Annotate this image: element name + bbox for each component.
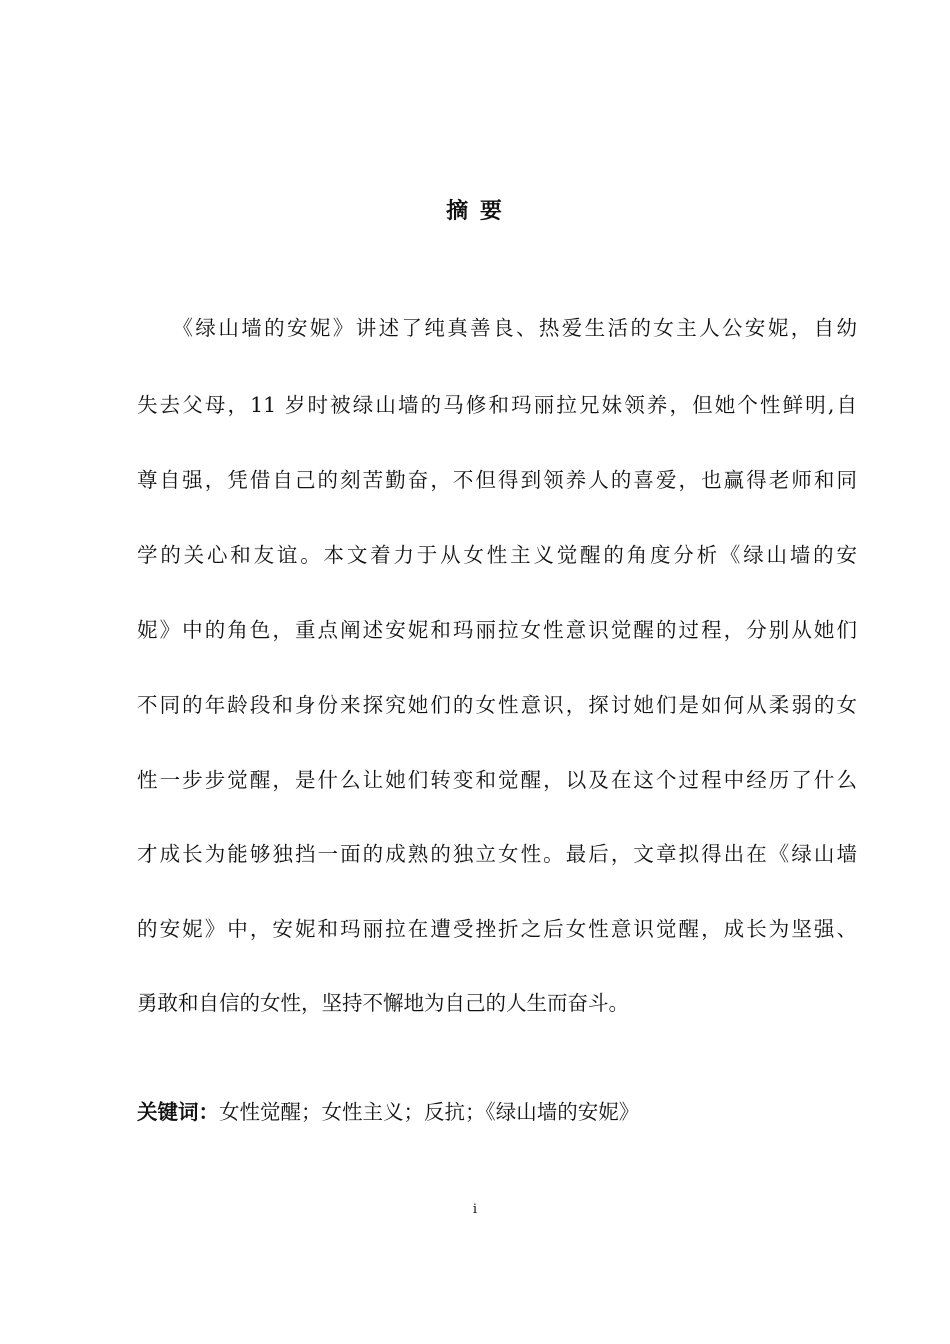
abstract-line-10: 勇敢和自信的女性，坚持不懈地为自己的人生而奋斗。: [137, 991, 629, 1015]
abstract-line-3: 尊自强，凭借自己的刻苦勤奋，不但得到领养人的喜爱，也赢得老师和同: [137, 468, 857, 492]
keywords-text: 女性觉醒；女性主义；反抗；《绿山墙的安妮》: [219, 1100, 640, 1124]
abstract-line-9: 的安妮》中，安妮和玛丽拉在遭受挫折之后女性意识觉醒，成长为坚强、: [137, 917, 857, 941]
abstract-line-5: 妮》中的角色，重点阐述安妮和玛丽拉女性意识觉醒的过程，分别从她们: [137, 618, 857, 642]
abstract-title: 摘 要: [446, 199, 504, 224]
abstract-line-6: 不同的年龄段和身份来探究她们的女性意识，探讨她们是如何从柔弱的女: [137, 693, 857, 717]
abstract-line-4: 学的关心和友谊。本文着力于从女性主义觉醒的角度分析《绿山墙的安: [137, 543, 857, 567]
abstract-line-7: 性一步步觉醒，是什么让她们转变和觉醒，以及在这个过程中经历了什么: [137, 768, 857, 792]
keywords-line: [137, 1097, 857, 1127]
abstract-line-1: 《绿山墙的安妮》讲述了纯真善良、热爱生活的女主人公安妮，自幼: [137, 316, 857, 340]
keywords-label: 关键词：: [137, 1100, 219, 1124]
abstract-line-8: 才成长为能够独挡一面的成熟的独立女性。最后，文章拟得出在《绿山墙: [137, 842, 857, 866]
page-number: i: [472, 1202, 478, 1217]
abstract-line-2: 失去父母，11 岁时被绿山墙的马修和玛丽拉兄妹领养，但她个性鲜明,自: [137, 393, 857, 417]
